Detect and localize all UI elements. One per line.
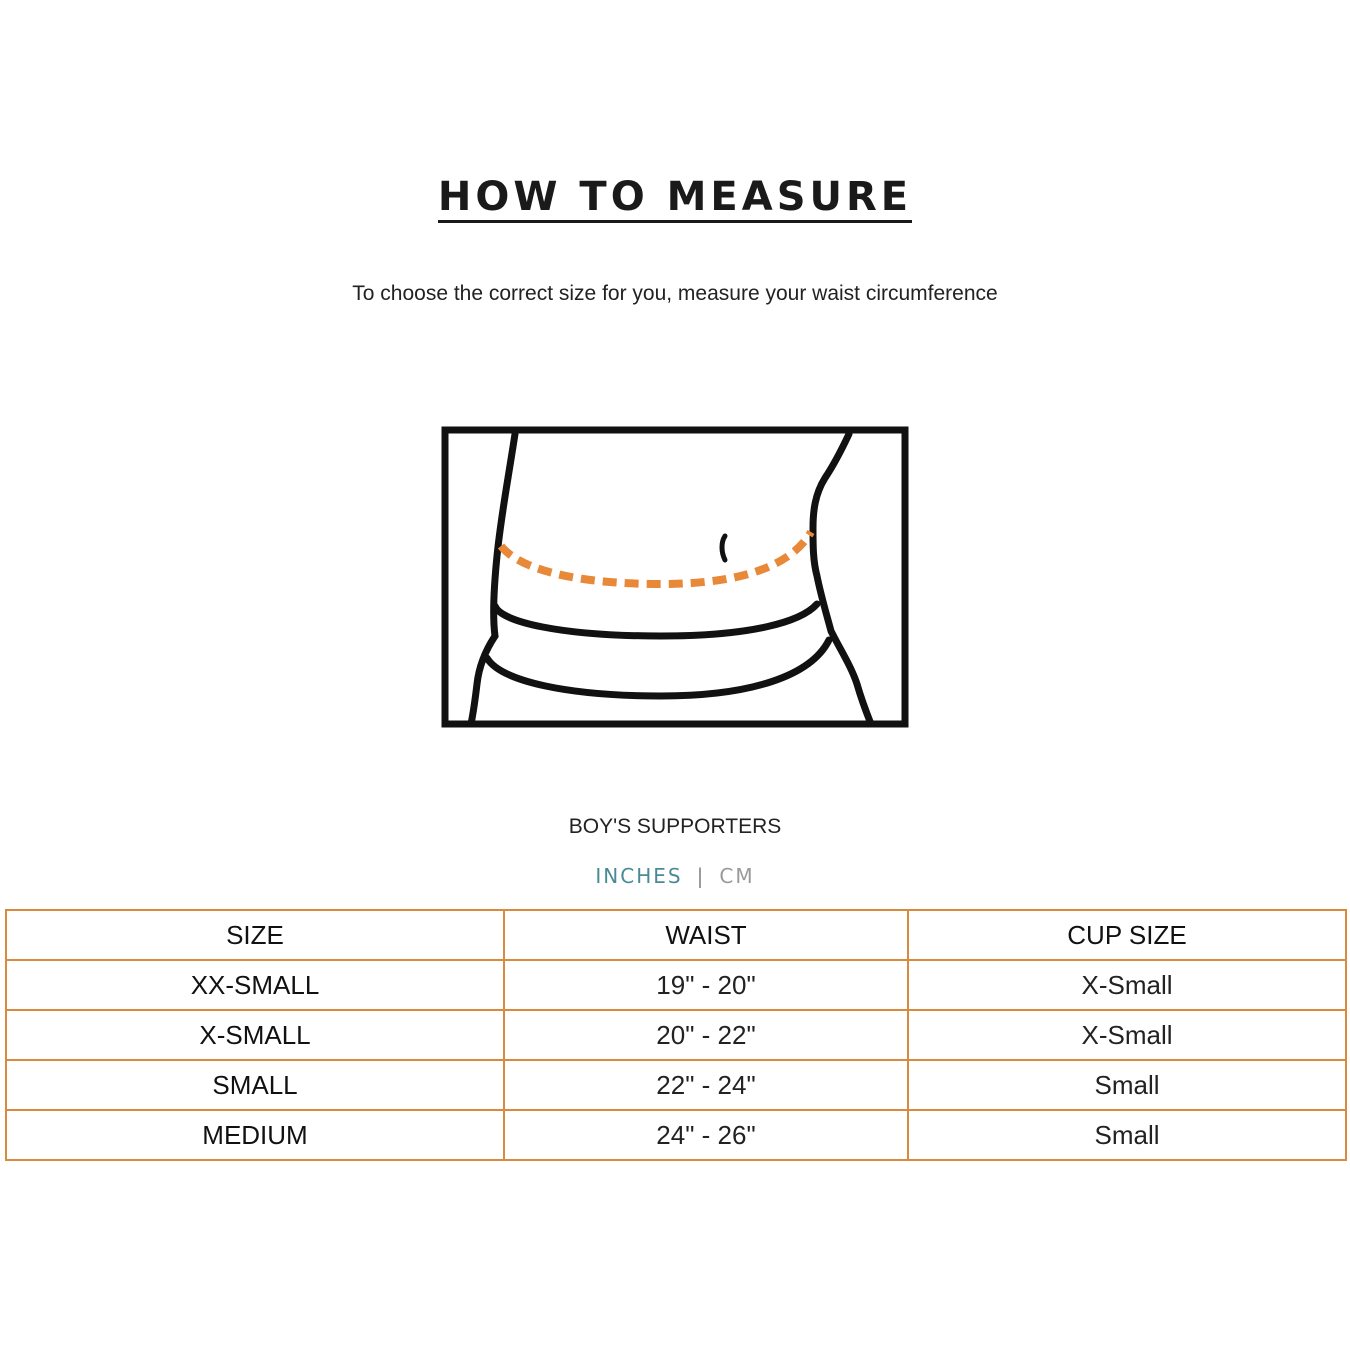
size-cell: XX-SMALL [6,960,504,1010]
waistband-upper [495,604,817,636]
unit-toggle [0,864,1350,888]
size-chart-title: BOY'S SUPPORTERS [568,815,782,838]
unit-cm-button[interactable]: CM [719,864,755,888]
cup-size-cell: Small [908,1110,1346,1160]
size-cell: X-SMALL [6,1010,504,1060]
waist-cell: 22" - 24" [504,1060,908,1110]
table-row [6,1010,1346,1060]
measure-instruction: To choose the correct size for you, measure your waist circumference [352,282,998,305]
page-title-text: HOW TO MEASURE [438,174,912,223]
cup-size-cell: X-Small [908,960,1346,1010]
waist-cell: 19" - 20" [504,960,908,1010]
column-header-size: SIZE [6,910,504,960]
size-chart-table [5,909,1347,1161]
column-header-cup-size: CUP SIZE [908,910,1346,960]
table-row [6,1110,1346,1160]
torso-left-outline [471,434,515,724]
waistband-lower [487,640,829,696]
size-cell: SMALL [6,1060,504,1110]
navel-mark [722,536,725,560]
waist-cell: 20" - 22" [504,1010,908,1060]
waist-measurement-icon [441,426,909,730]
torso-right-outline [813,434,871,724]
measure-line [501,532,811,584]
cup-size-cell: X-Small [908,1010,1346,1060]
unit-inches-button[interactable]: INCHES [595,864,683,888]
waist-cell: 24" - 26" [504,1110,908,1160]
column-header-waist: WAIST [504,910,908,960]
table-row [6,960,1346,1010]
size-cell: MEDIUM [6,1110,504,1160]
table-row [6,1060,1346,1110]
cup-size-cell: Small [908,1060,1346,1110]
unit-separator: | [696,864,706,888]
page-title [0,172,1350,223]
table-header-row [6,910,1346,960]
